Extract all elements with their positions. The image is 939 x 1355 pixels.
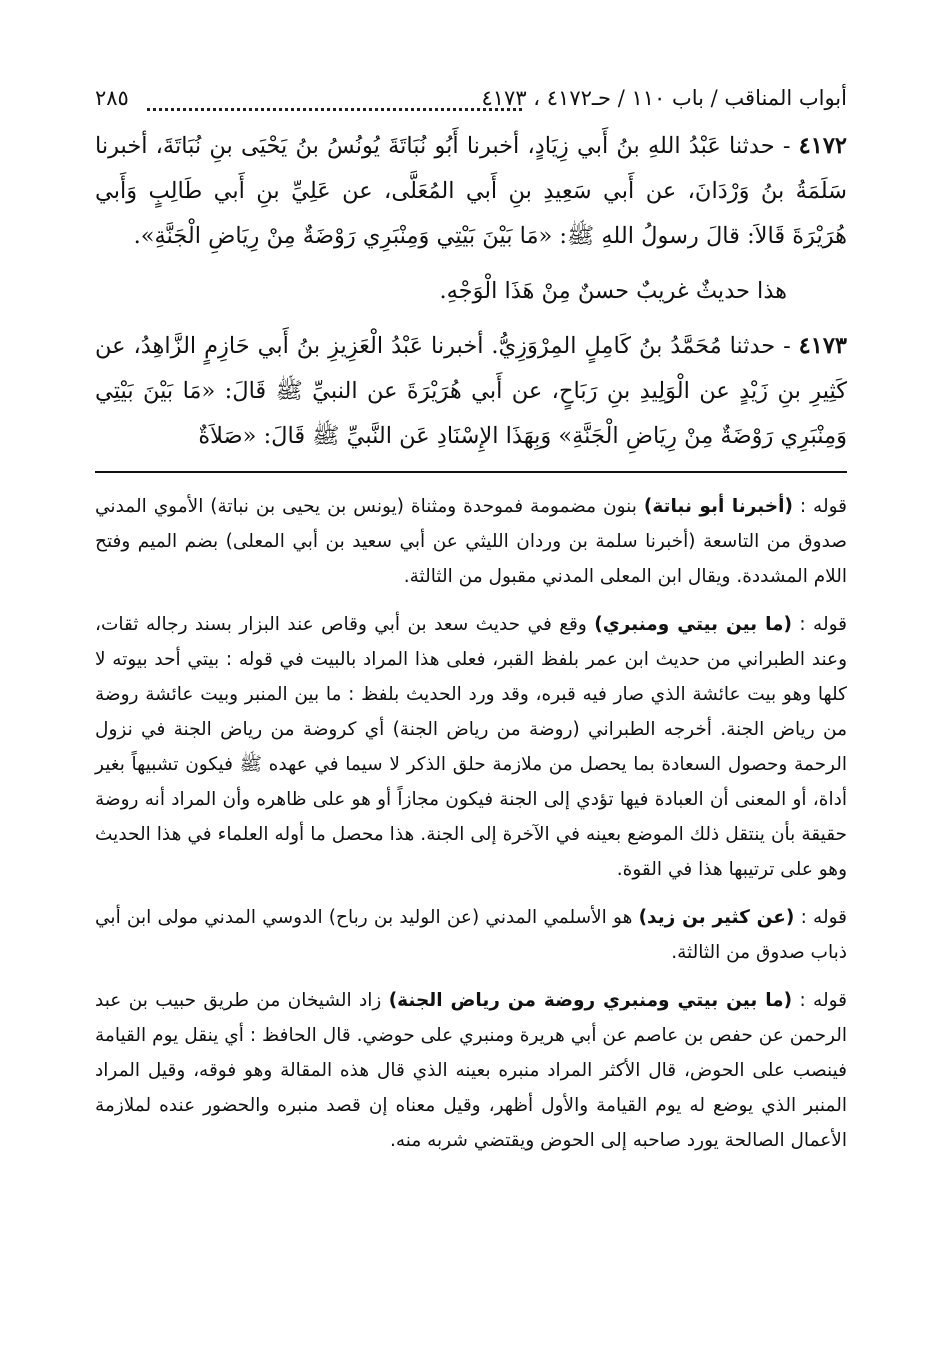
running-title: أبواب المناقب / باب ١١٠ / حـ٤١٧٢ ، ٤١٧٣ — [481, 86, 847, 110]
commentary-lead: قوله : — [792, 496, 848, 517]
commentary-text: بنون مضمومة فموحدة ومثناة (يونس بن يحيى بن نباتة) الأموي المدني صدوق من التاسعة (أخبرنا سلمة بن وردان الليثي عن أبي سعيد بن أبي المعلى) بضم الميم وفتح اللام المشددة. ويقال ابن المعلى المدني مقبول من الثالثة. — [95, 496, 847, 587]
hadith-body: - حدثنا عَبْدُ اللهِ بنُ أَبي زِيَادٍ، أخبرنا أَبُو نُبَاتَةَ يُونُسُ بنُ يَحْيَى بنِ نُبَاتَةَ، أخبرنا سَلَمَةُ بنُ وَرْدَانَ، عن أَبي سَعِيدِ بنِ أَبي المُعَلَّى، عن عَلِيِّ بنِ أَبي طَالِبٍ وَأَبي هُرَيْرَةَ قَالاَ: قالَ رسولُ اللهِ ﷺ: «مَا بَيْنَ بَيْتِي وَمِنْبَرِي رَوْضَةٌ مِنْ رِيَاضِ الْجَنَّةِ». — [95, 133, 847, 249]
hadith-body: - حدثنا مُحَمَّدُ بنُ كَامِلٍ المِرْوَزِيُّ. أخبرنا عَبْدُ الْعَزِيزِ بنُ أَبي حَازِمٍ الزَّاهِدُ، عن كَثِيرِ بنِ زَيْدٍ عن الْوَلِيدِ بنِ رَبَاحٍ، عن أَبي هُرَيْرَةَ عن النبيِّ ﷺ قَالَ: «مَا بَيْنَ بَيْتِي وَمِنْبَرِي رَوْضَةٌ مِنْ رِيَاضِ الْجَنَّةِ» وَبِهَذَا الإِسْنَادِ عَن النَّبيِّ ﷺ قَالَ: «صَلاَةٌ — [95, 333, 847, 449]
page-number: ٢٨٥ — [95, 86, 129, 110]
grading-text: هذا حديثٌ غريبٌ حسنٌ مِنْ هَذَا الْوَجْهِ. — [439, 278, 787, 304]
hadith-4172 — [95, 124, 847, 259]
commentary-quote: (أخبرنا أبو نباتة) — [643, 496, 793, 517]
commentary-lead: قوله : — [792, 990, 848, 1011]
commentary-paragraph — [95, 607, 847, 887]
commentary-paragraph — [95, 900, 847, 970]
commentary-paragraph — [95, 983, 847, 1158]
commentary-quote: (ما بين بيتي ومنبري) — [594, 614, 792, 635]
hadith-text — [95, 124, 847, 459]
commentary-text: زاد الشيخان من طريق حبيب بن عبد الرحمن عن حفص بن عاصم عن أبي هريرة ومنبري على حوضي. قال الحافظ : أي ينقل يوم القيامة فينصب على الحوض، قال الأكثر المراد منبره بعينه الذي قال هذه المقالة وهو فوقه، وقيل المراد المنبر الذي يوضع له يوم القيامة والأول أظهر، وقيل معناه إن قصد منبره والحضور عنده لملازمة الأعمال الصالحة يورد صاحبه إلى الحوض ويقتضي شربه منه. — [95, 990, 847, 1151]
commentary-section — [95, 489, 847, 1158]
hadith-4173 — [95, 324, 847, 459]
hadith-grading — [95, 269, 847, 314]
commentary-paragraph — [95, 489, 847, 594]
hadith-number: ٤١٧٣ — [798, 333, 848, 359]
commentary-quote: (عن كثير بن زيد) — [638, 907, 795, 928]
commentary-text: وقع في حديث سعد بن أبي وقاص عند البزار بسند رجاله ثقات، وعند الطبراني من حديث ابن عمر بلفظ القبر، فعلى هذا المراد بالبيت في قوله : بيتي أحد بيوته لا كلها وهو بيت عائشة الذي صار فيه قبره، وقد ورد الحديث بلفظ : ما بين المنبر وبيت عائشة روضة من رياض الجنة. أخرجه الطبراني (روضة من رياض الجنة) أي كروضة من رياض الجنة في نزول الرحمة وحصول السعادة بما يحصل من ملازمة حلق الذكر لا سيما في عهده ﷺ فيكون تشبيهاً بغير أداة، أو المعنى أن العبادة فيها تؤدي إلى الجنة فيكون مجازاً أو هو على ظاهره وأن المراد أنه روضة حقيقة بأن ينتقل ذلك الموضع بعينه في الآخرة إلى الجنة. هذا محصل ما أوله العلماء في هذا الحديث وهو على ترتيبها هذا في القوة. — [95, 614, 847, 880]
hadith-number: ٤١٧٢ — [798, 133, 847, 159]
commentary-lead: قوله : — [791, 614, 847, 635]
leader-dots — [147, 108, 522, 111]
commentary-lead: قوله : — [794, 907, 847, 928]
book-page — [95, 82, 847, 1171]
commentary-quote: (ما بين بيتي ومنبري روضة من رياض الجنة) — [388, 990, 793, 1011]
footnote-divider — [95, 471, 847, 473]
commentary-text: هو الأسلمي المدني (عن الوليد بن رباح) الدوسي المدني مولى ابن أبي ذباب صدوق من الثالثة. — [95, 907, 847, 963]
running-header — [95, 82, 847, 122]
